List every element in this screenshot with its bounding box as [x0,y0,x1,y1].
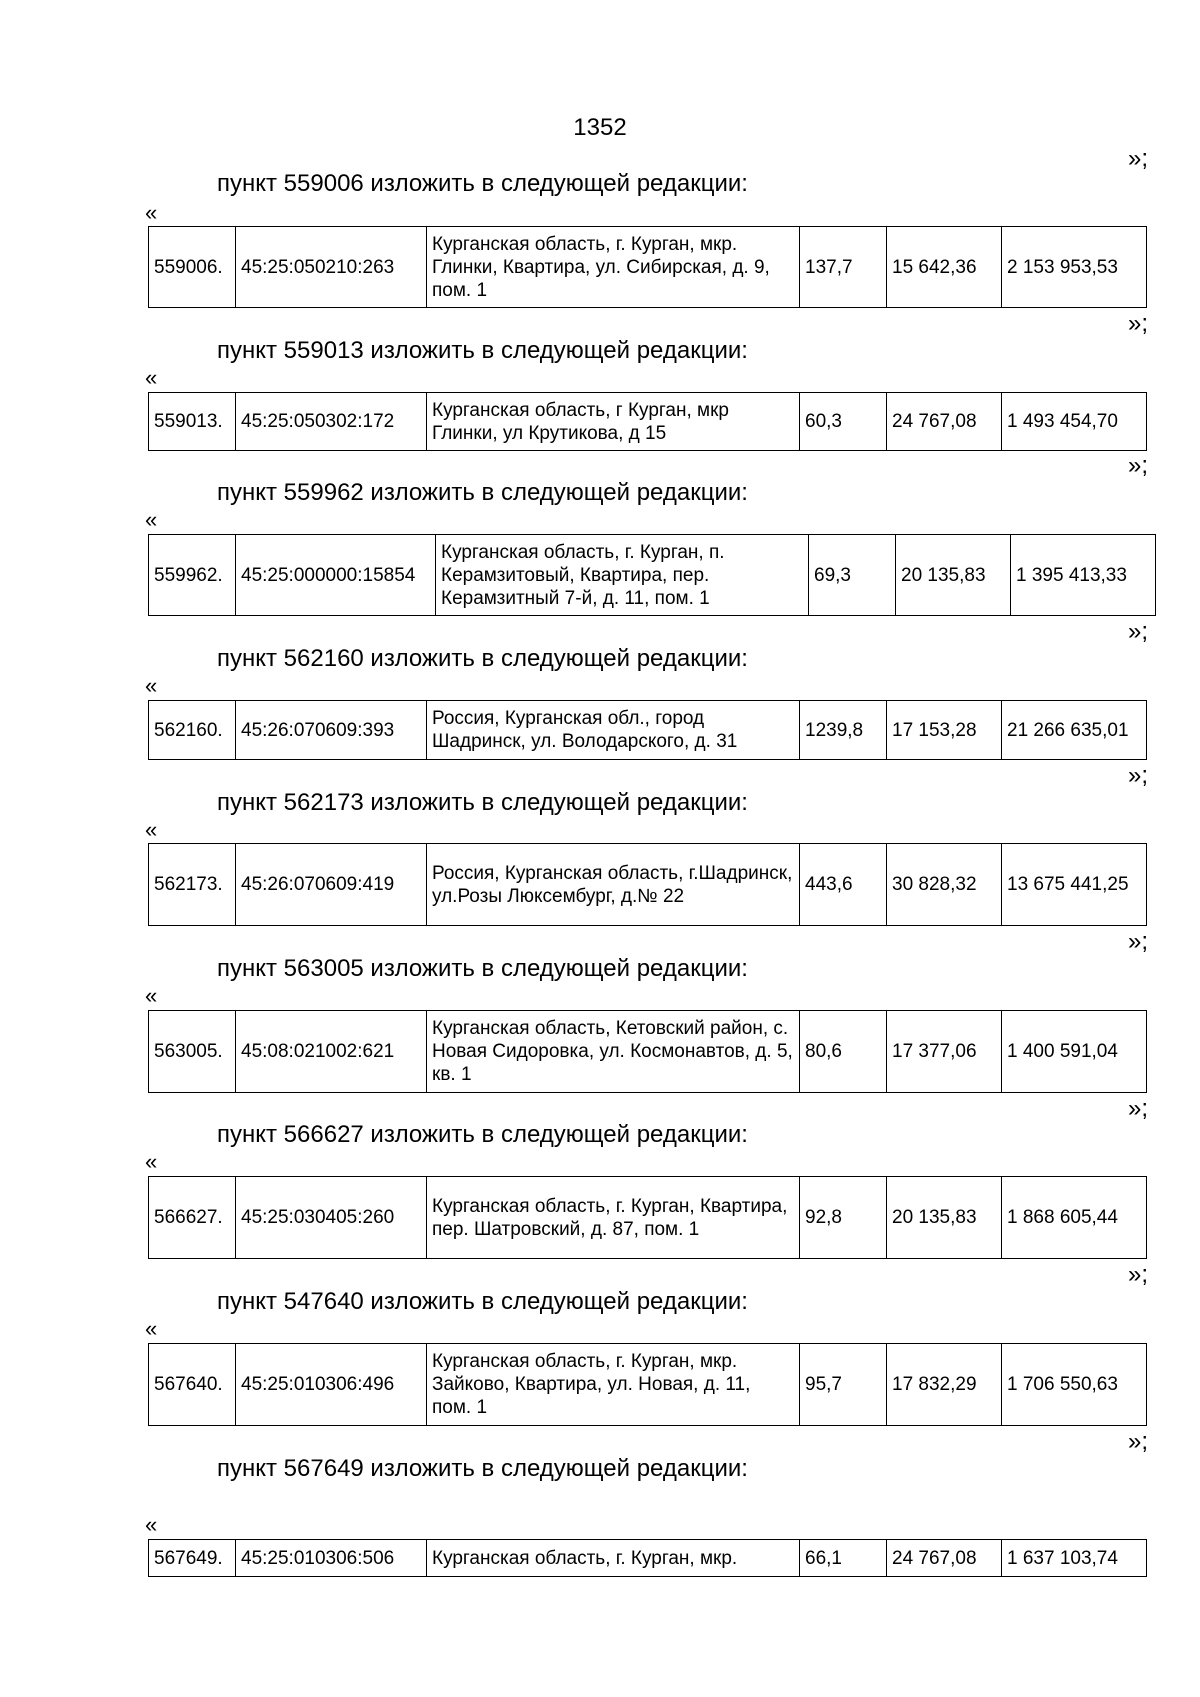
cadastral-price-cell: 20 135,83 [887,1177,1002,1259]
address-cell: Курганская область, Кетовский район, с. Новая Сидоровка, ул. Космонавтов, д. 5, кв. 1 [427,1011,800,1093]
item-number-cell: 563005. [149,1011,236,1093]
opening-quote: « [145,983,158,1008]
amendment-instruction: пункт 562173 изложить в следующей редакции: [217,789,748,816]
amendment-instruction: пункт 563005 изложить в следующей редакции: [217,955,748,982]
cadastral-number-cell: 45:25:000000:15854 [236,535,436,616]
amendment-instruction: пункт 559006 изложить в следующей редакции: [217,170,748,197]
closing-quote: »; [1128,1095,1149,1122]
amendment-instruction: пункт 547640 изложить в следующей редакции: [217,1288,748,1315]
cadastral-price-cell: 17 153,28 [887,701,1002,760]
property-table [148,843,1147,926]
cadastral-price-cell: 24 767,08 [887,393,1002,451]
item-number-cell: 562160. [149,701,236,760]
table-row [149,1011,1147,1093]
cadastral-value-cell: 1 706 550,63 [1002,1344,1147,1426]
area-cell: 443,6 [800,844,887,926]
cadastral-price-cell: 24 767,08 [887,1540,1002,1577]
cadastral-value-cell: 1 868 605,44 [1002,1177,1147,1259]
closing-quote: »; [1128,1261,1149,1288]
item-number-cell: 567640. [149,1344,236,1426]
opening-quote: « [145,817,158,842]
address-cell: Курганская область, г. Курган, мкр. Зайково, Квартира, ул. Новая, д. 11, пом. 1 [427,1344,800,1426]
table-row [149,1344,1147,1426]
closing-quote: »; [1128,310,1149,337]
address-cell: Курганская область, г Курган, мкр Глинки, ул Крутикова, д 15 [427,393,800,451]
opening-quote: « [145,1512,158,1537]
cadastral-number-cell: 45:08:021002:621 [236,1011,427,1093]
cadastral-value-cell: 1 395 413,33 [1011,535,1156,616]
closing-quote: »; [1128,762,1149,789]
page-number: 1352 [573,114,627,141]
property-table [148,1539,1147,1577]
opening-quote: « [145,365,158,390]
property-table [148,700,1147,760]
cadastral-number-cell: 45:25:010306:496 [236,1344,427,1426]
table-row [149,701,1147,760]
cadastral-price-cell: 17 832,29 [887,1344,1002,1426]
amendment-instruction: пункт 566627 изложить в следующей редакции: [217,1121,748,1148]
cadastral-price-cell: 15 642,36 [887,227,1002,308]
cadastral-number-cell: 45:25:030405:260 [236,1177,427,1259]
table-row [149,844,1147,926]
opening-quote: « [145,673,158,698]
table-row [149,535,1156,616]
property-table [148,392,1147,451]
closing-quote: »; [1128,928,1149,955]
cadastral-value-cell: 21 266 635,01 [1002,701,1147,760]
amendment-instruction: пункт 562160 изложить в следующей редакции: [217,645,748,672]
area-cell: 1239,8 [800,701,887,760]
cadastral-number-cell: 45:25:050302:172 [236,393,427,451]
item-number-cell: 559006. [149,227,236,308]
closing-quote: »; [1128,452,1149,479]
opening-quote: « [145,507,158,532]
property-table [148,1010,1147,1093]
item-number-cell: 559013. [149,393,236,451]
cadastral-value-cell: 1 400 591,04 [1002,1011,1147,1093]
cadastral-value-cell: 13 675 441,25 [1002,844,1147,926]
area-cell: 60,3 [800,393,887,451]
address-cell: Курганская область, г. Курган, Квартира, пер. Шатровский, д. 87, пом. 1 [427,1177,800,1259]
area-cell: 95,7 [800,1344,887,1426]
table-row [149,393,1147,451]
amendment-instruction: пункт 559962 изложить в следующей редакции: [217,479,748,506]
cadastral-value-cell: 2 153 953,53 [1002,227,1147,308]
table-row [149,1540,1147,1577]
cadastral-value-cell: 1 637 103,74 [1002,1540,1147,1577]
address-cell: Курганская область, г. Курган, мкр. Глинки, Квартира, ул. Сибирская, д. 9, пом. 1 [427,227,800,308]
opening-quote: « [145,1149,158,1174]
item-number-cell: 567649. [149,1540,236,1577]
cadastral-number-cell: 45:25:010306:506 [236,1540,427,1577]
amendment-instruction: пункт 559013 изложить в следующей редакции: [217,337,748,364]
opening-quote: « [145,1316,158,1341]
address-cell: Россия, Курганская область, г.Шадринск, ул.Розы Люксембург, д.№ 22 [427,844,800,926]
closing-quote: »; [1128,618,1149,645]
address-cell: Курганская область, г. Курган, мкр. [427,1540,800,1577]
cadastral-value-cell: 1 493 454,70 [1002,393,1147,451]
item-number-cell: 566627. [149,1177,236,1259]
property-table [148,534,1156,616]
property-table [148,226,1147,308]
cadastral-price-cell: 20 135,83 [896,535,1011,616]
amendment-instruction: пункт 567649 изложить в следующей редакции: [217,1455,748,1482]
item-number-cell: 559962. [149,535,236,616]
cadastral-number-cell: 45:26:070609:419 [236,844,427,926]
area-cell: 69,3 [809,535,896,616]
opening-quote: « [145,200,158,225]
property-table [148,1176,1147,1259]
table-row [149,1177,1147,1259]
cadastral-number-cell: 45:25:050210:263 [236,227,427,308]
table-row [149,227,1147,308]
area-cell: 92,8 [800,1177,887,1259]
cadastral-price-cell: 30 828,32 [887,844,1002,926]
item-number-cell: 562173. [149,844,236,926]
area-cell: 66,1 [800,1540,887,1577]
address-cell: Курганская область, г. Курган, п. Керамзитовый, Квартира, пер. Керамзитный 7-й, д. 11, пом. 1 [436,535,809,616]
property-table [148,1343,1147,1426]
cadastral-price-cell: 17 377,06 [887,1011,1002,1093]
cadastral-number-cell: 45:26:070609:393 [236,701,427,760]
area-cell: 80,6 [800,1011,887,1093]
area-cell: 137,7 [800,227,887,308]
address-cell: Россия, Курганская обл., город Шадринск, ул. Володарского, д. 31 [427,701,800,760]
closing-quote: »; [1128,145,1149,172]
closing-quote: »; [1128,1428,1149,1455]
